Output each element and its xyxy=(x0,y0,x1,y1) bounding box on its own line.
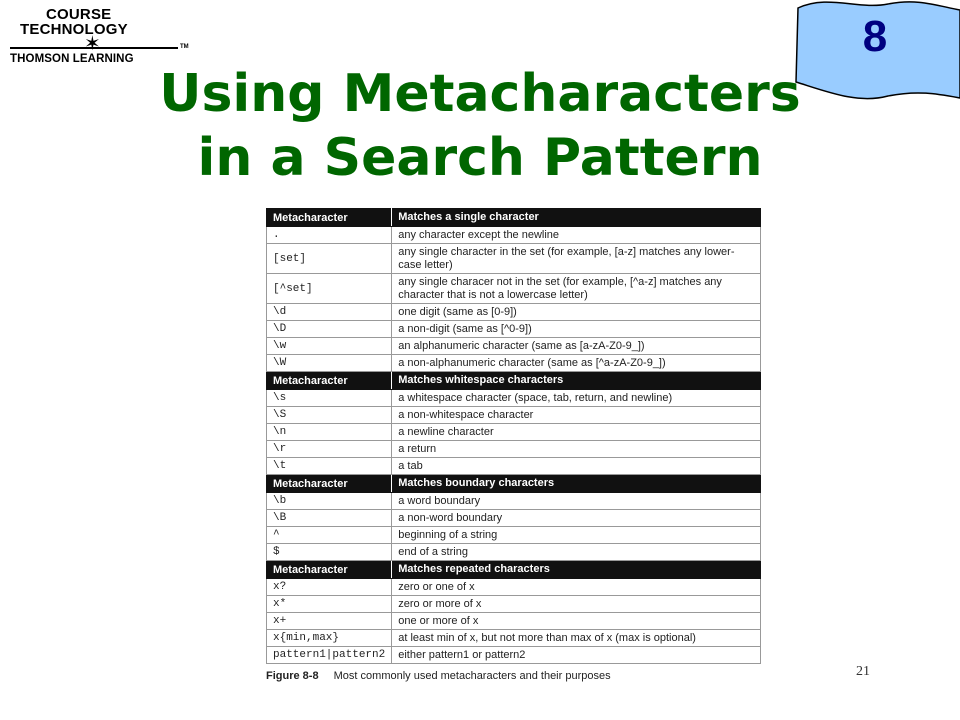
table-row xyxy=(267,244,761,274)
description-cell: a whitespace character (space, tab, return, and newline) xyxy=(392,390,761,407)
table-row xyxy=(267,493,761,510)
table-row xyxy=(267,613,761,630)
metacharacter-cell: \W xyxy=(267,355,392,372)
description-cell: one digit (same as [0-9]) xyxy=(392,304,761,321)
table-row xyxy=(267,274,761,304)
table-row xyxy=(267,227,761,244)
table-section-header xyxy=(267,372,761,390)
metacharacter-cell: $ xyxy=(267,544,392,561)
metacharacter-cell: . xyxy=(267,227,392,244)
header-matches: Matches boundary characters xyxy=(392,475,761,493)
metacharacter-cell: x{min,max} xyxy=(267,630,392,647)
metacharacter-cell: \w xyxy=(267,338,392,355)
table-row xyxy=(267,630,761,647)
description-cell: beginning of a string xyxy=(392,527,761,544)
description-cell: a newline character xyxy=(392,424,761,441)
header-matches: Matches repeated characters xyxy=(392,561,761,579)
course-technology-logo xyxy=(6,4,191,68)
metacharacter-cell: \B xyxy=(267,510,392,527)
description-cell: a non-whitespace character xyxy=(392,407,761,424)
metacharacter-cell: [^set] xyxy=(267,274,392,304)
description-cell: at least min of x, but not more than max of x (max is optional) xyxy=(392,630,761,647)
chapter-number: 8 xyxy=(862,12,888,61)
metacharacter-cell: \d xyxy=(267,304,392,321)
header-metacharacter: Metacharacter xyxy=(267,372,392,390)
description-cell: a tab xyxy=(392,458,761,475)
figure-caption xyxy=(266,670,761,682)
page-number: 21 xyxy=(856,664,870,679)
metacharacter-cell: \b xyxy=(267,493,392,510)
table-section-header xyxy=(267,209,761,227)
logo-line-technology: TECHNOLOGY xyxy=(20,21,128,38)
metacharacter-cell: \D xyxy=(267,321,392,338)
header-metacharacter: Metacharacter xyxy=(267,209,392,227)
metacharacter-cell: \r xyxy=(267,441,392,458)
table-row xyxy=(267,321,761,338)
caption-label: Figure 8-8 xyxy=(266,670,319,682)
table-row xyxy=(267,441,761,458)
description-cell: a non-digit (same as [^0-9]) xyxy=(392,321,761,338)
table-row xyxy=(267,304,761,321)
star-icon: ✶ xyxy=(84,33,101,55)
metacharacter-cell: ^ xyxy=(267,527,392,544)
slide-title xyxy=(0,62,960,190)
metacharacter-cell: \t xyxy=(267,458,392,475)
table-row xyxy=(267,390,761,407)
caption-text: Most commonly used metacharacters and their purposes xyxy=(333,670,611,682)
description-cell: either pattern1 or pattern2 xyxy=(392,647,761,664)
table-section-header xyxy=(267,475,761,493)
header-metacharacter: Metacharacter xyxy=(267,475,392,493)
table-row xyxy=(267,424,761,441)
header-matches: Matches a single character xyxy=(392,209,761,227)
table-row xyxy=(267,527,761,544)
metacharacter-cell: x* xyxy=(267,596,392,613)
description-cell: an alphanumeric character (same as [a-zA-Z0-9_]) xyxy=(392,338,761,355)
metacharacter-cell: \S xyxy=(267,407,392,424)
description-cell: one or more of x xyxy=(392,613,761,630)
header-metacharacter: Metacharacter xyxy=(267,561,392,579)
description-cell: a non-word boundary xyxy=(392,510,761,527)
metacharacter-cell: \n xyxy=(267,424,392,441)
table-row xyxy=(267,458,761,475)
description-cell: a return xyxy=(392,441,761,458)
table-row xyxy=(267,407,761,424)
description-cell: zero or one of x xyxy=(392,579,761,596)
description-cell: zero or more of x xyxy=(392,596,761,613)
title-line-2: in a Search Pattern xyxy=(197,128,763,188)
metacharacter-figure xyxy=(266,208,761,682)
description-cell: a word boundary xyxy=(392,493,761,510)
table-row xyxy=(267,596,761,613)
table-row xyxy=(267,355,761,372)
logo-trademark: TM xyxy=(180,44,189,50)
table-row xyxy=(267,338,761,355)
metacharacter-cell: \s xyxy=(267,390,392,407)
description-cell: any single characer not in the set (for example, [^a-z] matches any character that is not a lowercase letter) xyxy=(392,274,761,304)
metacharacter-cell: x? xyxy=(267,579,392,596)
table-row xyxy=(267,510,761,527)
metacharacter-cell: [set] xyxy=(267,244,392,274)
table-section-header xyxy=(267,561,761,579)
title-line-1: Using Metacharacters xyxy=(159,64,801,124)
description-cell: any character except the newline xyxy=(392,227,761,244)
header-matches: Matches whitespace characters xyxy=(392,372,761,390)
metacharacter-cell: pattern1|pattern2 xyxy=(267,647,392,664)
metacharacter-cell: x+ xyxy=(267,613,392,630)
table-row xyxy=(267,544,761,561)
table-row xyxy=(267,579,761,596)
logo-line-thomson-learning: THOMSON LEARNING xyxy=(10,53,134,65)
logo-line-course: COURSE xyxy=(46,6,112,23)
description-cell: a non-alphanumeric character (same as [^a-zA-Z0-9_]) xyxy=(392,355,761,372)
table-row xyxy=(267,647,761,664)
description-cell: end of a string xyxy=(392,544,761,561)
description-cell: any single character in the set (for example, [a-z] matches any lower-case letter) xyxy=(392,244,761,274)
metacharacter-table xyxy=(266,208,761,664)
